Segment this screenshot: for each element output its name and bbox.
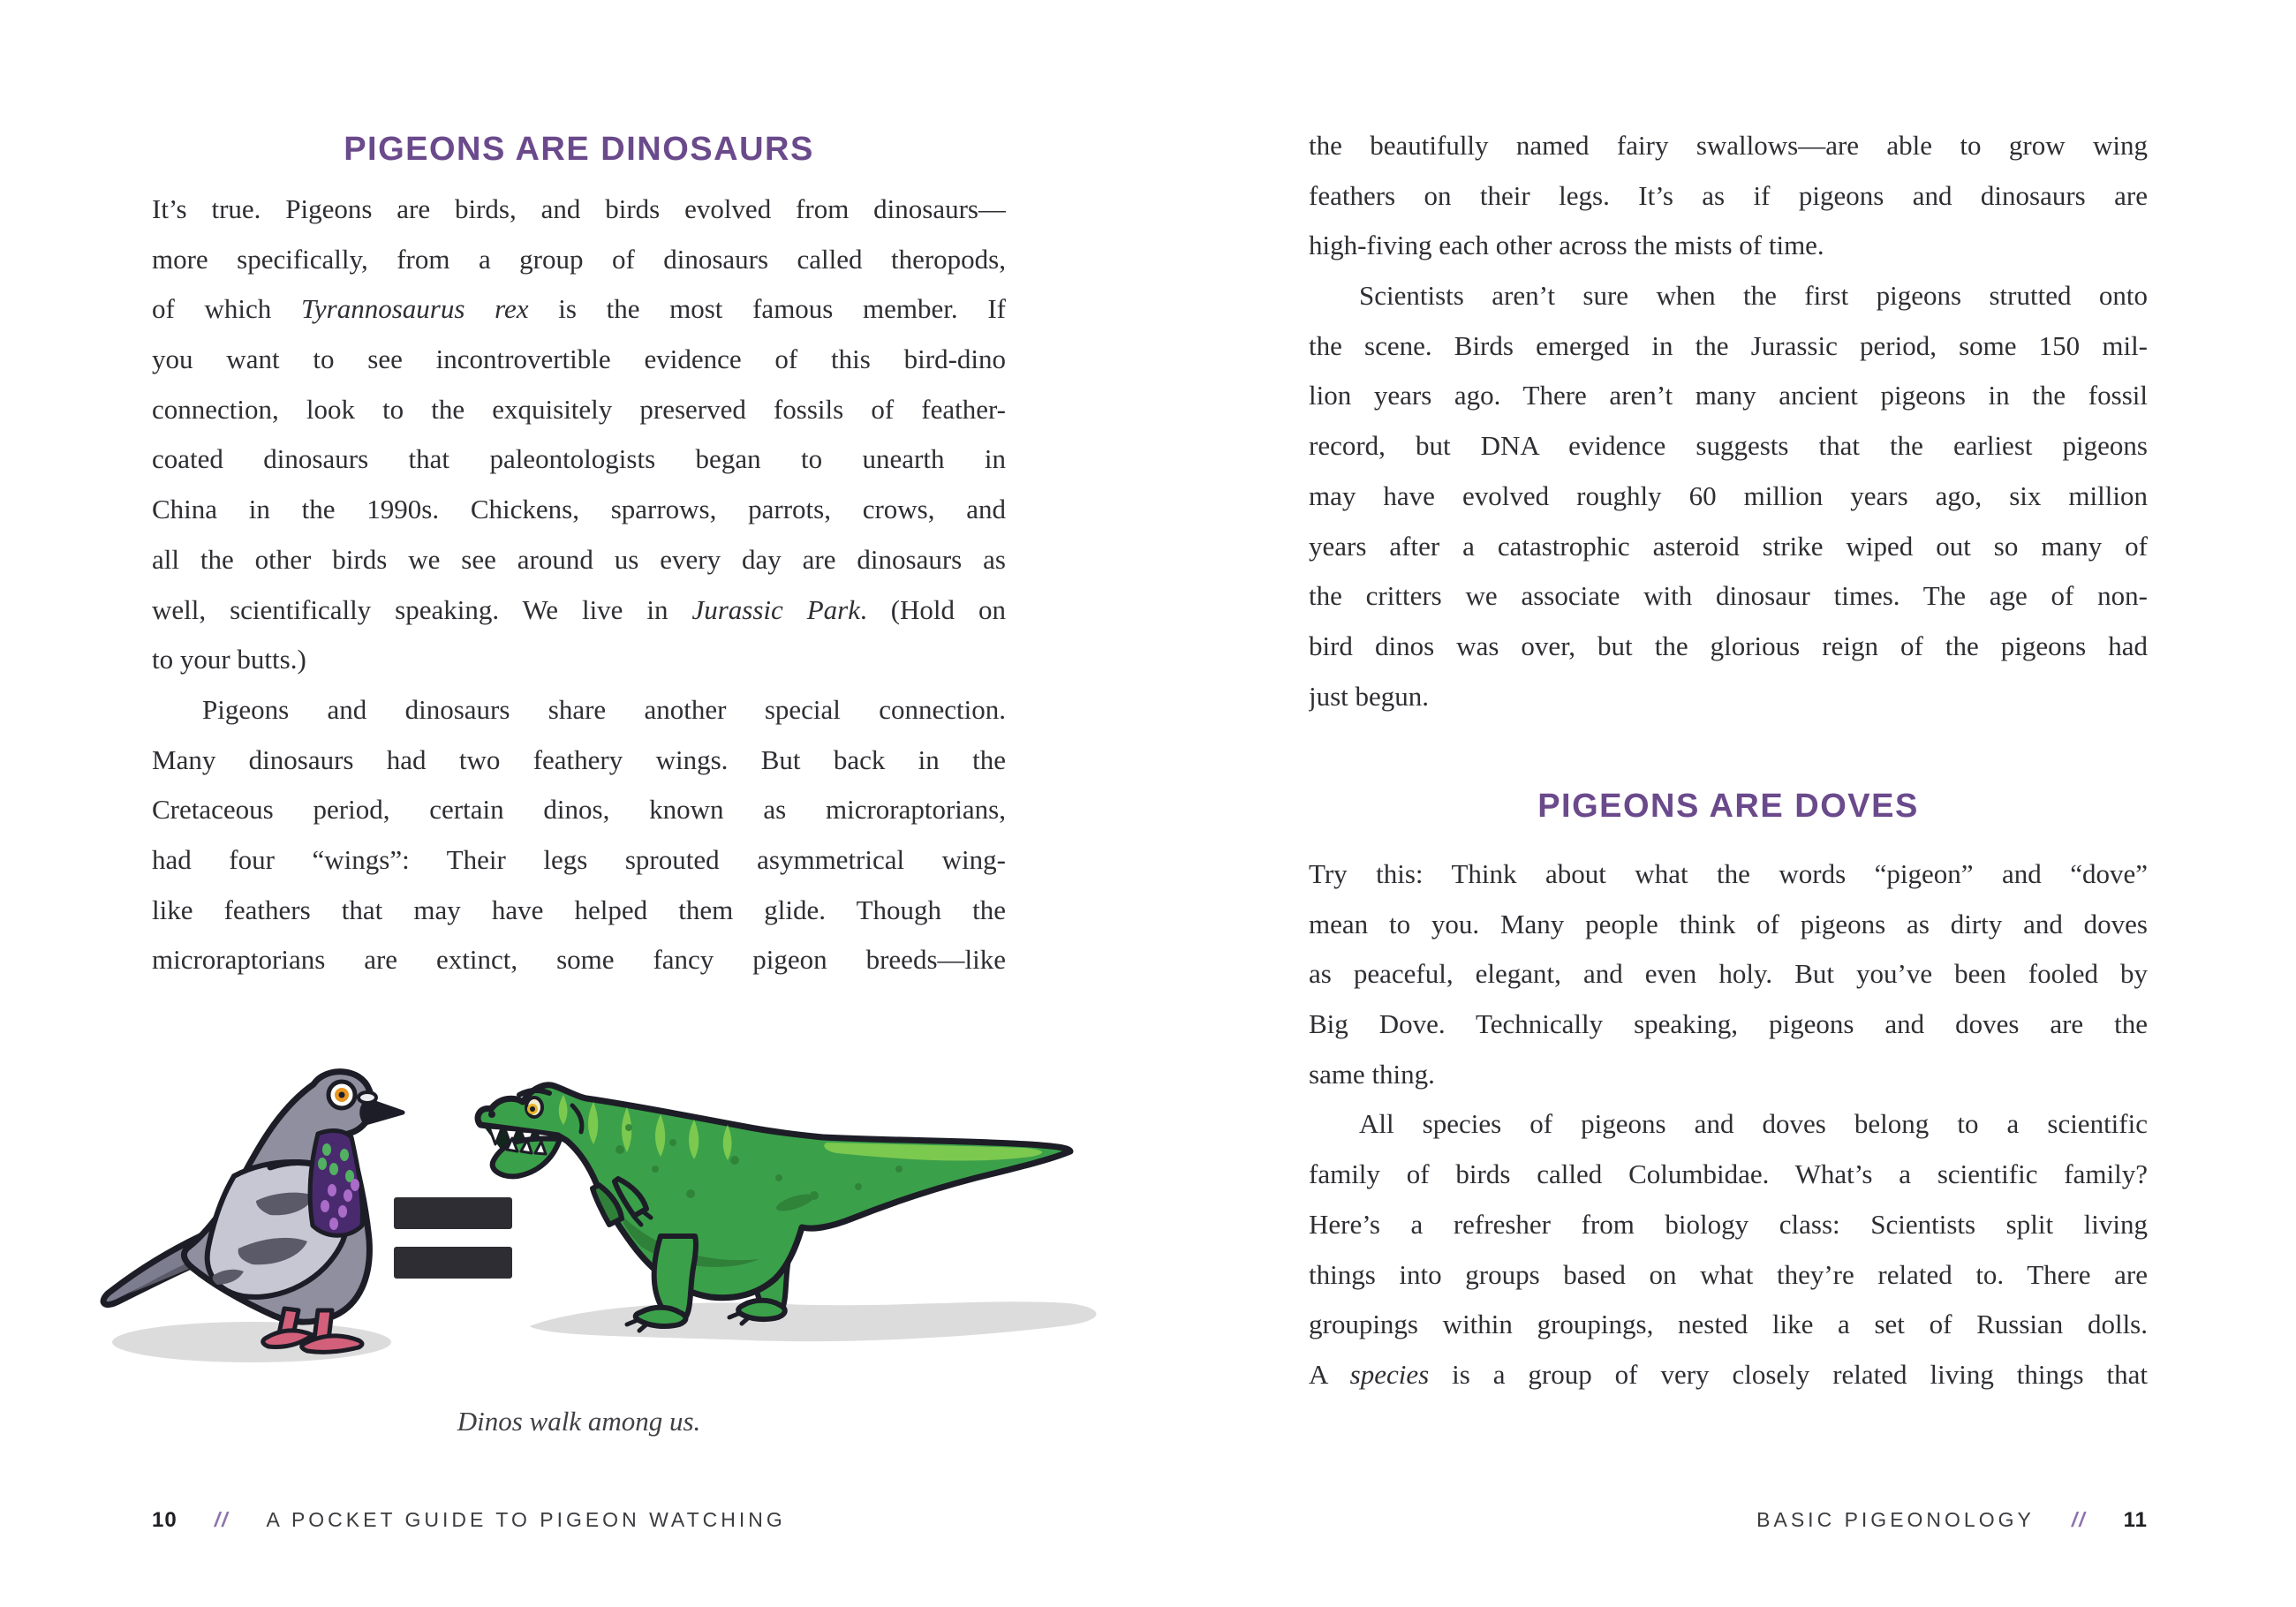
left-body-text [152,185,1006,985]
body-line: Cretaceous period, certain dinos, known as microraptorians, [152,794,1006,826]
body-line: coated dinosaurs that paleontologists began to unearth in [152,443,1006,475]
trex-shadow [530,1301,1096,1341]
trex-illustration [478,1085,1070,1331]
body-line: Scientists aren’t sure when the first pigeons strutted onto [1359,280,2148,312]
body-line: Here’s a refresher from biology class: Scientists split living [1309,1208,2148,1240]
body-line: family of birds called Columbidae. What’s a scientific family? [1309,1158,2148,1190]
body-line: A species is a group of very closely related living things that [1309,1358,2148,1390]
illustration-caption: Dinos walk among us. [457,1406,701,1437]
page-number-right: 11 [2123,1508,2148,1532]
body-line: the beautifully named fairy swallows—are able to grow wing [1309,130,2148,161]
body-line: to your butts.) [152,644,306,675]
body-line: like feathers that may have helped them glide. Though the [152,894,1006,925]
body-line: of which Tyrannosaurus rex is the most famous member. If [152,293,1006,325]
pigeon-equals-trex-illustration [53,1044,1201,1423]
body-line: Pigeons and dinosaurs share another special connection. [202,693,1006,725]
body-line: same thing. [1309,1058,1435,1090]
body-line: It’s true. Pigeons are birds, and birds evolved from dinosaurs— [152,193,1006,224]
body-line: the scene. Birds emerged in the Jurassic period, some 150 mil- [1309,329,2148,361]
body-line: All species of pigeons and doves belong to a scientific [1359,1108,2148,1140]
body-line: Big Dove. Technically speaking, pigeons and doves are the [1309,1008,2148,1040]
body-line: well, scientifically speaking. We live in Jurassic Park. (Hold on [152,593,1006,625]
section-heading-pigeons-are-dinosaurs: PIGEONS ARE DINOSAURS [344,131,814,168]
body-line: just begun. [1309,680,1430,712]
body-line: feathers on their legs. It’s as if pigeons and dinosaurs are [1309,179,2148,211]
left-page-footer [152,1506,786,1534]
body-line: record, but DNA evidence suggests that the earliest pigeons [1309,430,2148,462]
body-line: mean to you. Many people think of pigeons as dirty and doves [1309,908,2148,939]
equals-icon [394,1197,512,1279]
footer-book-title: A POCKET GUIDE TO PIGEON WATCHING [266,1508,786,1531]
body-line: things into groups based on what they’re related to. There are [1309,1258,2148,1290]
body-line: Many dinosaurs had two feathery wings. But back in the [152,743,1006,775]
right-page-footer [1309,1506,2148,1534]
section-heading-pigeons-are-doves: PIGEONS ARE DOVES [1537,788,1919,825]
body-line: had four “wings”: Their legs sprouted asymmetrical wing- [152,843,1006,875]
page-number-left: 10 [152,1508,177,1532]
trex-nostril [488,1111,495,1118]
body-line: China in the 1990s. Chickens, sparrows, parrots, crows, and [152,494,1006,525]
body-line: groupings within groupings, nested like a set of Russian dolls. [1309,1309,2148,1340]
body-line: more specifically, from a group of dinosaurs called theropods, [152,243,1006,275]
body-line: may have evolved roughly 60 million years ago, six million [1309,479,2148,511]
right-body-text-bottom [1309,849,2148,1400]
body-line: high-fiving each other across the mists of time. [1309,230,1824,261]
body-line: microraptorians are extinct, some fancy pigeon breeds—like [152,944,1006,976]
body-line: years after a catastrophic asteroid strike wiped out so many of [1309,530,2148,562]
body-line: lion years ago. There aren’t many ancient pigeons in the fossil [1309,380,2148,411]
body-line: connection, look to the exquisitely preserved fossils of feather- [152,393,1006,425]
pigeon-eye [329,1082,355,1108]
footer-chapter-title: BASIC PIGEONOLOGY [1756,1508,2035,1531]
body-line: bird dinos was over, but the glorious reign of the pigeons had [1309,630,2148,661]
footer-separator-icon: // [214,1508,230,1531]
right-page [1148,0,2296,1607]
right-body-text-top [1309,121,2148,721]
body-line: Try this: Think about what the words “pigeon” and “dove” [1309,858,2148,889]
body-line: the critters we associate with dinosaur times. The age of non- [1309,580,2148,612]
footer-separator-icon: // [2071,1508,2087,1531]
pigeon-illustration [103,1072,403,1353]
body-line: all the other birds we see around us every day are dinosaurs as [152,543,1006,575]
body-line: as peaceful, elegant, and even holy. But you’ve been fooled by [1309,958,2148,990]
body-line: you want to see incontrovertible evidence of this bird-dino [152,343,1006,375]
